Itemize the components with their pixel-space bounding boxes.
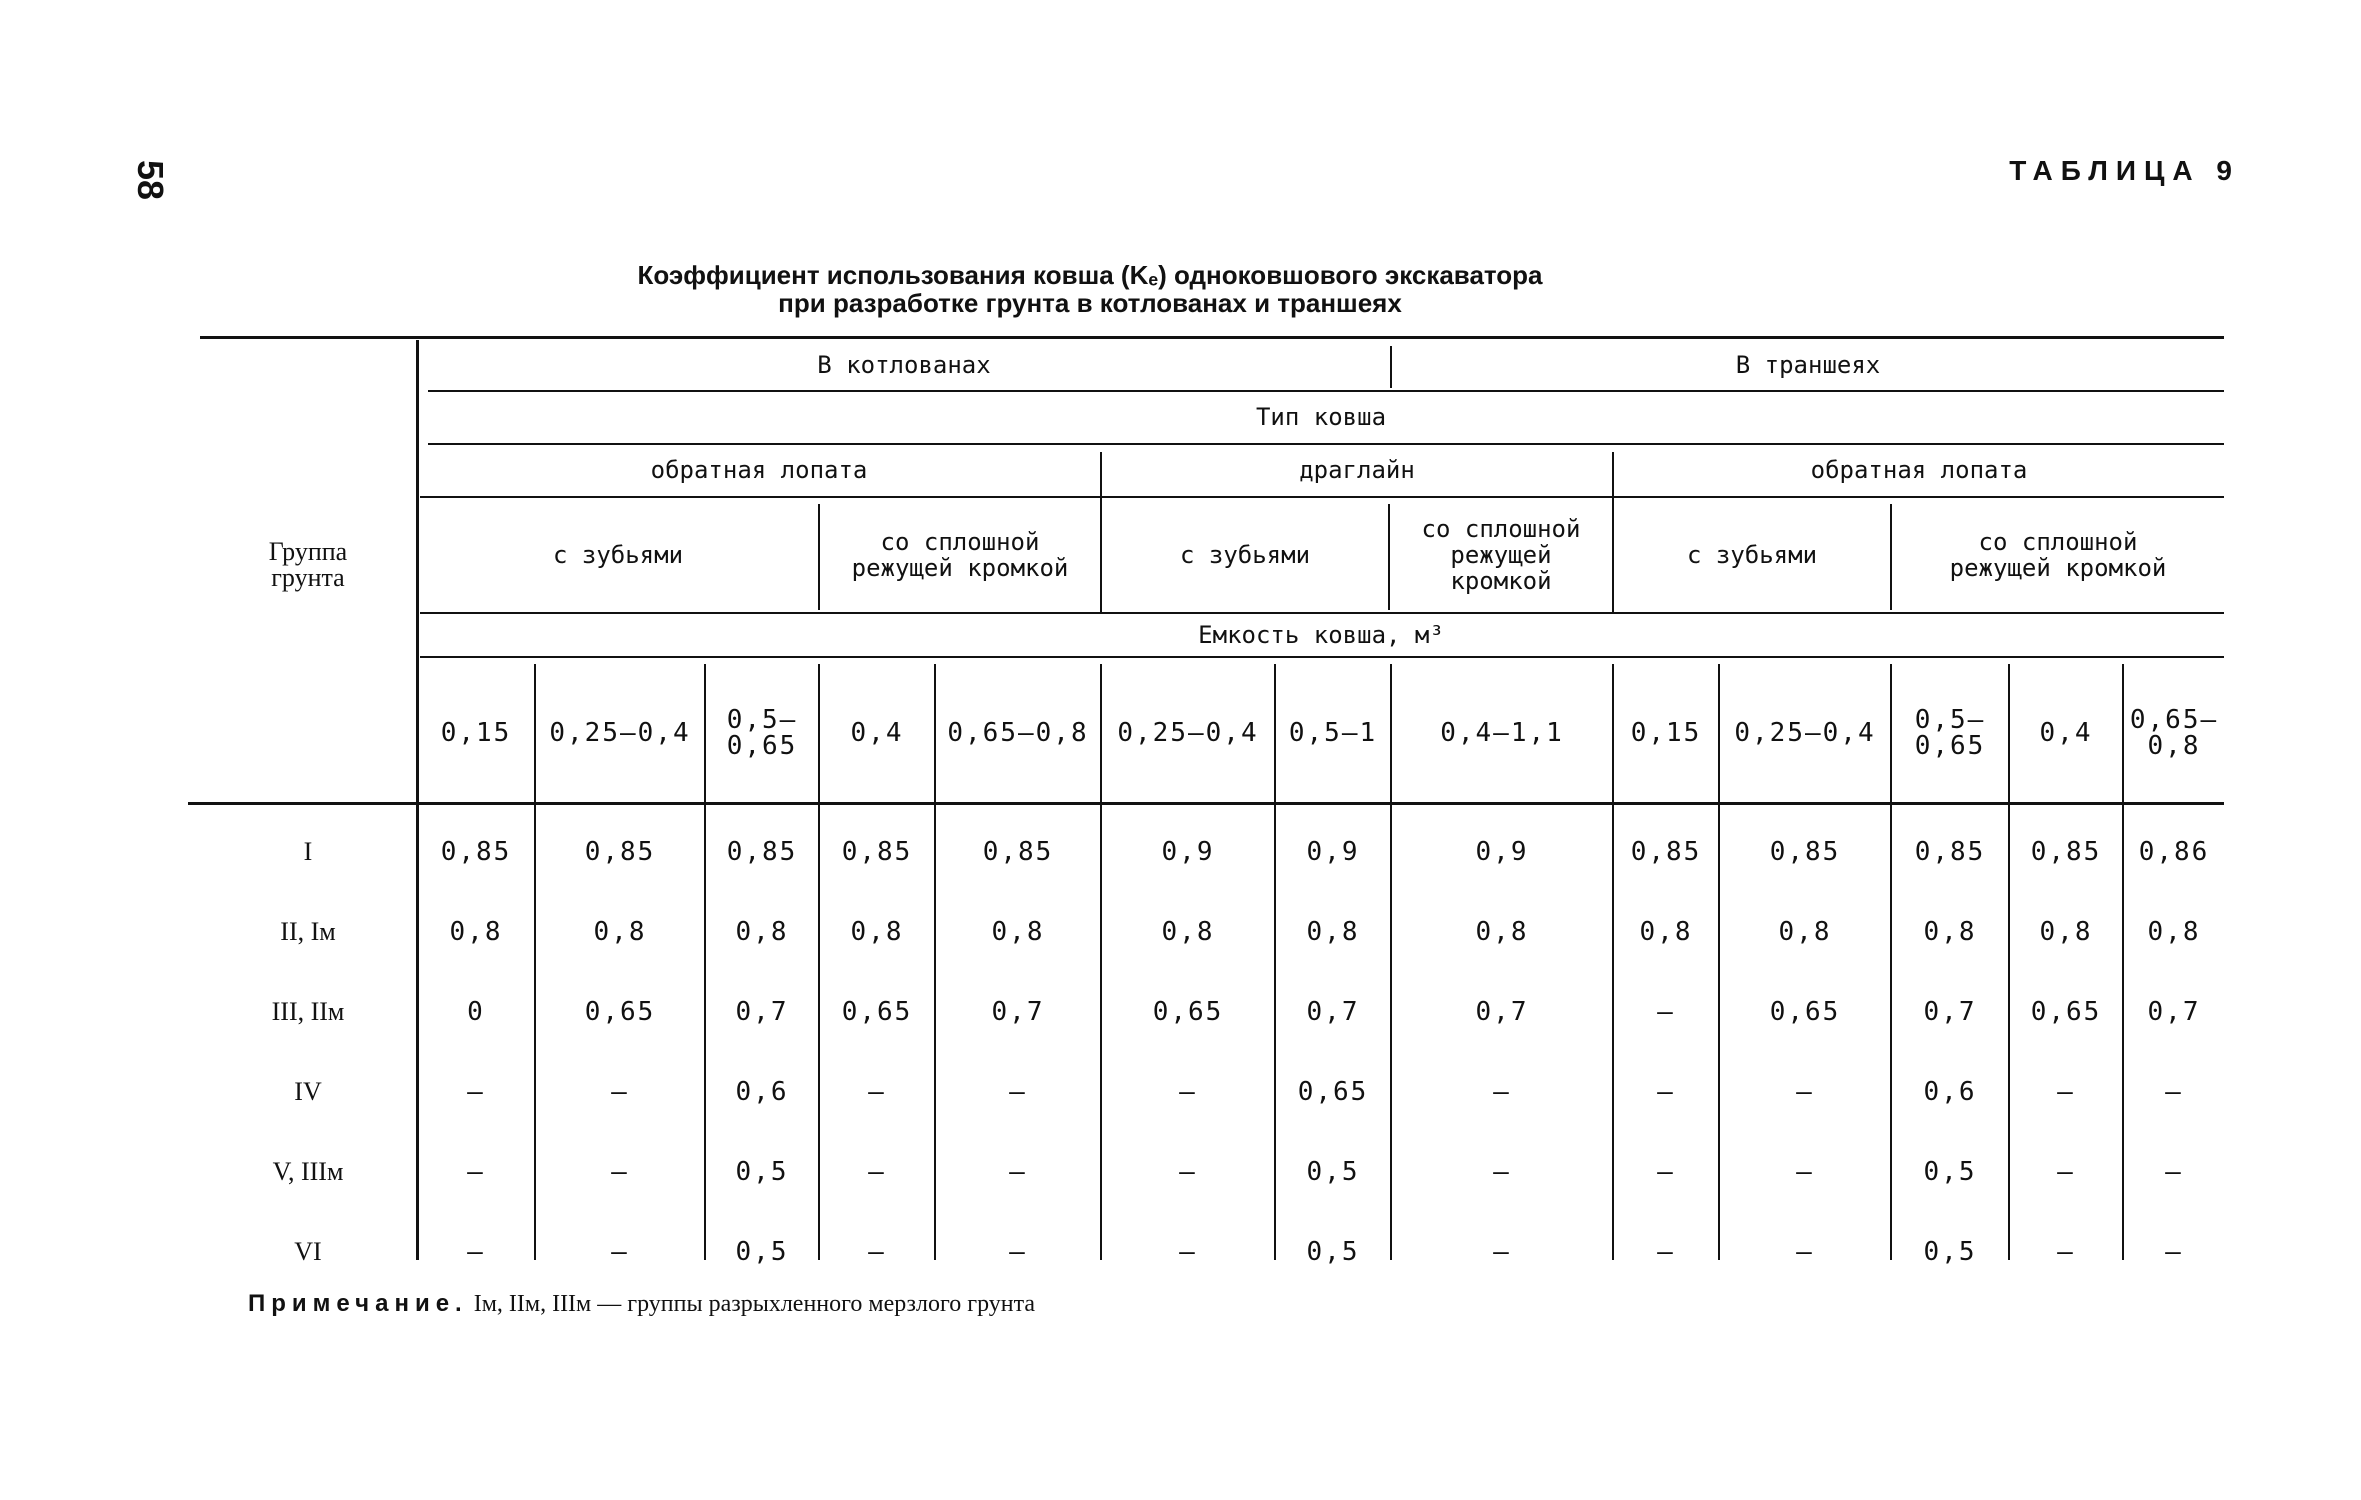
table-title: Коэффициент использования ковша (Kₑ) одноковшового экскаватора	[637, 260, 1543, 290]
capacity-cell: 0,65— 0,8	[2129, 705, 2219, 761]
table-cell: 0,85	[440, 837, 512, 867]
capacity-cell: 0,5—1	[1288, 718, 1378, 748]
table-cell: 0,9	[1475, 837, 1529, 867]
table-cell: 0,8	[1161, 917, 1215, 947]
table-cell: —	[2165, 1157, 2183, 1187]
capacity-cell: 0,25—0,4	[1734, 718, 1876, 748]
table-cell: 0,5	[735, 1157, 789, 1187]
table-cell: 0,5	[1306, 1157, 1360, 1187]
table-cell: 0,8	[2147, 917, 2201, 947]
capacity-cell: 0,4	[2039, 718, 2093, 748]
header-solid-edge-2: со сплошной режущей кромкой	[1421, 515, 1581, 595]
table-cell: 0,9	[1306, 837, 1360, 867]
table-cell: 0,65	[841, 997, 913, 1027]
table-cell: 0,6	[735, 1077, 789, 1107]
rule-below-bucket-kind	[420, 496, 2224, 498]
header-backhoe-trenches: обратная лопата	[1810, 456, 2028, 484]
table-cell: 0,5	[1923, 1237, 1977, 1267]
table-cell: —	[1657, 1157, 1675, 1187]
table-cell: —	[2165, 1077, 2183, 1107]
table-cell: 0,7	[1475, 997, 1529, 1027]
rule-below-location	[428, 390, 2224, 392]
table-cell: 0,85	[2030, 837, 2102, 867]
capacity-cell: 0,5— 0,65	[1914, 705, 1986, 761]
table-cell: 0	[467, 997, 485, 1027]
table-note	[248, 1290, 1035, 1318]
header-solid-edge-1: со сплошной режущей кромкой	[851, 528, 1069, 582]
capacity-cell: 0,25—0,4	[1117, 718, 1259, 748]
capacity-cell: 0,4	[850, 718, 904, 748]
table-cell: —	[611, 1077, 629, 1107]
header-in-pits: В котлованах	[817, 351, 991, 379]
table-cell: 0,8	[449, 917, 503, 947]
table-cell: —	[1493, 1077, 1511, 1107]
capacity-cell: 0,65—0,8	[947, 718, 1089, 748]
header-bucket-type: Тип ковша	[1255, 403, 1387, 431]
capacity-cell: 0,15	[1630, 718, 1702, 748]
table-cell: 0,6	[1923, 1077, 1977, 1107]
table-cell: 0,86	[2138, 837, 2210, 867]
table-cell: —	[1179, 1077, 1197, 1107]
table-cell: —	[1657, 1237, 1675, 1267]
table-cell: 0,65	[584, 997, 656, 1027]
table-cell: 0,8	[991, 917, 1045, 947]
table-cell: 0,85	[1769, 837, 1841, 867]
note-prefix: Примечание.	[248, 1290, 468, 1317]
table-cell: 0,85	[1630, 837, 1702, 867]
group-column-header: Группа грунта	[268, 537, 348, 592]
table-cell: —	[1796, 1077, 1814, 1107]
table-cell: —	[1493, 1157, 1511, 1187]
header-solid-edge-3: со сплошной режущей кромкой	[1949, 528, 2167, 582]
header-bottom-rule	[188, 802, 2224, 805]
rule-below-capacity-label	[420, 656, 2224, 658]
row-group-label: II, Iм	[280, 917, 336, 946]
page-number: 58	[130, 159, 171, 201]
table-cell: —	[1493, 1237, 1511, 1267]
table-cell: 0,85	[726, 837, 798, 867]
table-cell: 0,8	[1639, 917, 1693, 947]
row-group-label: I	[303, 837, 313, 866]
table-top-rule	[200, 336, 2224, 339]
header-backhoe-pits: обратная лопата	[650, 456, 868, 484]
table-cell: 0,65	[1152, 997, 1224, 1027]
table-cell: —	[1009, 1077, 1027, 1107]
header-with-teeth-2: с зубьями	[1179, 541, 1311, 569]
table-cell: —	[467, 1157, 485, 1187]
table-cell: 0,8	[850, 917, 904, 947]
header-capacity: Емкость ковша, м³	[1198, 621, 1444, 649]
table-cell: 0,65	[1297, 1077, 1369, 1107]
table-cell: 0,8	[1306, 917, 1360, 947]
table-cell: 0,7	[1923, 997, 1977, 1027]
header-with-teeth-3: с зубьями	[1686, 541, 1818, 569]
table-cell: 0,5	[1923, 1157, 1977, 1187]
table-cell: —	[467, 1237, 485, 1267]
table-cell: 0,85	[1914, 837, 1986, 867]
table-cell: 0,85	[841, 837, 913, 867]
table-cell: 0,8	[2039, 917, 2093, 947]
table-cell: 0,7	[2147, 997, 2201, 1027]
table-cell: —	[467, 1077, 485, 1107]
table-subtitle: при разработке грунта в котлованах и траншеях	[778, 288, 1402, 318]
row-group-label: III, IIм	[271, 997, 345, 1026]
table-cell: —	[2057, 1237, 2075, 1267]
table-cell: 0,8	[735, 917, 789, 947]
capacity-cell: 0,4—1,1	[1440, 718, 1564, 748]
table-cell: 0,5	[735, 1237, 789, 1267]
table-cell: —	[2165, 1237, 2183, 1267]
table-cell: —	[1179, 1237, 1197, 1267]
table-cell: —	[868, 1157, 886, 1187]
capacity-cell: 0,5— 0,65	[726, 705, 798, 761]
table-cell: —	[1009, 1237, 1027, 1267]
header-dragline: драглайн	[1299, 456, 1415, 484]
table-cell: —	[1796, 1157, 1814, 1187]
header-with-teeth-1: с зубьями	[552, 541, 684, 569]
rule-below-edge-type	[420, 612, 2224, 614]
table-cell: 0,9	[1161, 837, 1215, 867]
table-cell: 0,85	[982, 837, 1054, 867]
table-cell: —	[1796, 1237, 1814, 1267]
note-text: Iм, IIм, IIIм — группы разрыхленного мерзлого грунта	[467, 1291, 1036, 1317]
table-cell: 0,7	[1306, 997, 1360, 1027]
table-label: ТАБЛИЦА 9	[2009, 155, 2240, 186]
header-in-trenches: В траншеях	[1735, 351, 1881, 379]
capacity-cell: 0,15	[440, 718, 512, 748]
table-cell: —	[868, 1077, 886, 1107]
table-cell: 0,7	[991, 997, 1045, 1027]
table-cell: 0,85	[584, 837, 656, 867]
table-cell: 0,65	[1769, 997, 1841, 1027]
table-cell: —	[611, 1157, 629, 1187]
table-cell: —	[868, 1237, 886, 1267]
rule-below-bucket-type	[428, 443, 2224, 445]
table-cell: —	[1009, 1157, 1027, 1187]
table-cell: 0,8	[1778, 917, 1832, 947]
table-cell: —	[1657, 997, 1675, 1027]
table-cell: 0,5	[1306, 1237, 1360, 1267]
table-cell: —	[1179, 1157, 1197, 1187]
table-cell: —	[2057, 1157, 2075, 1187]
table-cell: 0,65	[2030, 997, 2102, 1027]
row-group-label: VI	[294, 1237, 322, 1266]
table-cell: 0,8	[593, 917, 647, 947]
table-cell: —	[1657, 1077, 1675, 1107]
table-cell: 0,7	[735, 997, 789, 1027]
row-group-label: IV	[294, 1077, 322, 1106]
table-cell: —	[2057, 1077, 2075, 1107]
table-cell: 0,8	[1475, 917, 1529, 947]
table-cell: —	[611, 1237, 629, 1267]
capacity-cell: 0,25—0,4	[549, 718, 691, 748]
row-group-label: V, IIIм	[272, 1157, 344, 1186]
table-cell: 0,8	[1923, 917, 1977, 947]
